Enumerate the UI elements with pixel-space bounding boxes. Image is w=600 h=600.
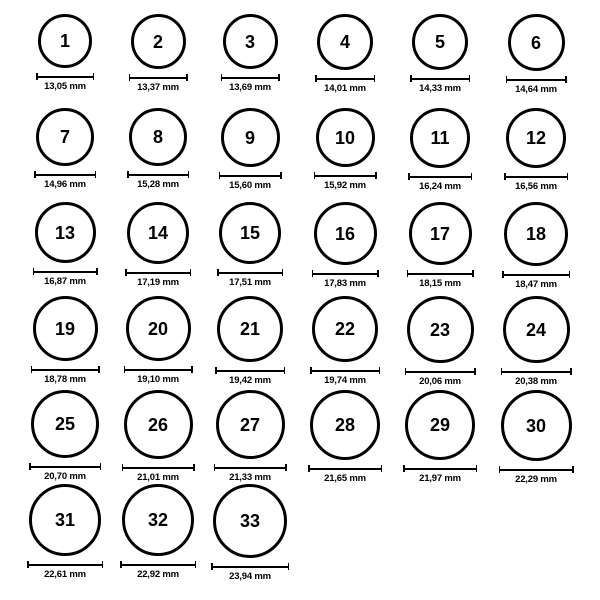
ring-size-cell — [491, 14, 581, 95]
ring-size-cell — [491, 108, 581, 192]
dimension-annotation — [501, 368, 572, 387]
dimension-cap-left — [31, 366, 33, 373]
ring-size-label: 29 — [429, 415, 451, 435]
ring-size-label: 6 — [530, 32, 541, 53]
dimension-bar — [122, 467, 195, 469]
ring-circle — [213, 484, 287, 558]
dimension-line — [403, 465, 477, 472]
dimension-bar — [214, 467, 287, 469]
dimension-annotation — [403, 465, 477, 484]
dimension-annotation — [211, 563, 289, 582]
ring-size-label: 19 — [54, 318, 76, 339]
dimension-bar — [502, 274, 570, 276]
dimension-bar — [310, 370, 380, 372]
ring-circle — [36, 108, 94, 166]
ring-size-cell — [491, 202, 581, 290]
dimension-label: 14,64 mm — [515, 84, 557, 95]
dimension-annotation — [122, 464, 195, 483]
ring-size-label: 4 — [339, 32, 350, 52]
dimension-cap-left — [410, 75, 412, 82]
dimension-bar — [31, 369, 100, 371]
dimension-cap-left — [120, 561, 122, 568]
dimension-bar — [34, 174, 96, 176]
dimension-bar — [33, 271, 98, 273]
dimension-cap-right — [98, 366, 100, 373]
dimension-annotation — [33, 268, 98, 287]
ring-circle — [29, 484, 101, 556]
dimension-annotation — [31, 366, 100, 385]
dimension-line — [217, 269, 283, 276]
ring-size-cell — [20, 484, 110, 580]
dimension-cap-left — [127, 171, 129, 178]
dimension-line — [312, 270, 379, 277]
dimension-cap-right — [100, 463, 102, 470]
dimension-label: 18,15 mm — [419, 278, 461, 289]
dimension-bar — [27, 564, 103, 566]
ring-size-cell — [205, 108, 295, 191]
dimension-cap-left — [217, 269, 219, 276]
dimension-bar — [501, 371, 572, 373]
dimension-cap-left — [502, 271, 504, 278]
dimension-line — [405, 368, 476, 375]
ring-circle — [35, 202, 96, 263]
dimension-annotation — [217, 269, 283, 288]
dimension-annotation — [219, 172, 282, 191]
ring-circle — [31, 390, 99, 458]
dimension-cap-right — [284, 367, 286, 374]
dimension-cap-left — [506, 76, 508, 83]
ring-size-label: 14 — [147, 223, 169, 243]
dimension-cap-right — [280, 172, 282, 179]
dimension-annotation — [124, 366, 193, 385]
dimension-line — [314, 172, 377, 179]
dimension-label: 15,92 mm — [324, 180, 366, 191]
dimension-label: 20,38 mm — [515, 376, 557, 387]
dimension-line — [407, 270, 474, 277]
ring-size-cell — [491, 296, 581, 387]
ring-size-cell — [300, 390, 390, 484]
ring-circle — [504, 202, 568, 266]
ring-circle — [503, 296, 570, 363]
dimension-annotation — [215, 367, 285, 386]
dimension-cap-left — [27, 561, 29, 568]
ring-circle — [506, 108, 566, 168]
dimension-annotation — [34, 171, 96, 190]
ring-size-cell — [491, 390, 581, 485]
dimension-line — [215, 367, 285, 374]
ring-size-label: 25 — [54, 414, 76, 434]
dimension-label: 20,06 mm — [419, 376, 461, 387]
dimension-cap-left — [129, 74, 131, 81]
dimension-cap-left — [499, 466, 501, 473]
dimension-cap-right — [374, 75, 376, 82]
dimension-bar — [120, 564, 196, 566]
dimension-label: 21,01 mm — [137, 472, 179, 483]
dimension-label: 16,56 mm — [515, 181, 557, 192]
ring-size-cell — [113, 108, 203, 190]
ring-circle — [219, 202, 281, 264]
dimension-line — [36, 73, 94, 80]
dimension-label: 15,60 mm — [229, 180, 271, 191]
dimension-cap-right — [93, 73, 95, 80]
dimension-cap-right — [379, 367, 381, 374]
ring-circle — [131, 14, 186, 69]
dimension-cap-right — [285, 464, 287, 471]
dimension-line — [125, 269, 191, 276]
dimension-bar — [129, 77, 188, 79]
dimension-cap-left — [403, 465, 405, 472]
dimension-cap-left — [34, 171, 36, 178]
ring-size-cell — [20, 296, 110, 385]
dimension-cap-right — [186, 74, 188, 81]
dimension-cap-left — [33, 268, 35, 275]
ring-size-label: 2 — [152, 31, 163, 52]
dimension-annotation — [36, 73, 94, 92]
ring-size-cell — [395, 390, 485, 484]
dimension-label: 20,70 mm — [44, 471, 86, 482]
dimension-cap-left — [315, 75, 317, 82]
dimension-annotation — [407, 270, 474, 289]
dimension-label: 13,69 mm — [229, 82, 271, 93]
ring-size-label: 22 — [334, 319, 356, 339]
dimension-cap-right — [570, 368, 572, 375]
dimension-bar — [127, 174, 189, 176]
ring-size-label: 18 — [525, 224, 547, 244]
dimension-annotation — [312, 270, 379, 289]
dimension-cap-right — [472, 270, 474, 277]
dimension-bar — [315, 78, 375, 80]
dimension-cap-right — [288, 563, 290, 570]
dimension-label: 22,29 mm — [515, 474, 557, 485]
ring-size-label: 32 — [147, 510, 169, 530]
dimension-cap-right — [572, 466, 574, 473]
ring-circle — [501, 390, 572, 461]
dimension-label: 22,61 mm — [44, 569, 86, 580]
ring-size-cell — [20, 14, 110, 92]
dimension-bar — [499, 469, 574, 471]
dimension-bar — [124, 369, 193, 371]
dimension-cap-left — [29, 463, 31, 470]
ring-circle — [126, 296, 191, 361]
ring-size-cell — [395, 14, 485, 94]
ring-size-label: 16 — [334, 223, 356, 244]
dimension-cap-right — [474, 368, 476, 375]
dimension-label: 19,74 mm — [324, 375, 366, 386]
dimension-annotation — [408, 173, 472, 192]
dimension-bar — [314, 175, 377, 177]
dimension-label: 13,37 mm — [137, 82, 179, 93]
dimension-cap-left — [122, 464, 124, 471]
ring-size-cell — [205, 14, 295, 93]
ring-size-cell — [205, 484, 295, 582]
ring-circle — [409, 202, 472, 265]
ring-size-label: 10 — [334, 127, 356, 148]
dimension-label: 13,05 mm — [44, 81, 86, 92]
dimension-annotation — [29, 463, 101, 482]
dimension-cap-left — [36, 73, 38, 80]
dimension-bar — [217, 272, 283, 274]
ring-size-label: 15 — [239, 223, 261, 243]
dimension-label: 21,65 mm — [324, 473, 366, 484]
dimension-cap-left — [308, 465, 310, 472]
dimension-line — [33, 268, 98, 275]
dimension-annotation — [221, 74, 280, 93]
dimension-annotation — [310, 367, 380, 386]
dimension-line — [410, 75, 470, 82]
dimension-bar — [215, 370, 285, 372]
dimension-label: 17,19 mm — [137, 277, 179, 288]
dimension-line — [211, 563, 289, 570]
dimension-label: 18,47 mm — [515, 279, 557, 290]
ring-size-label: 23 — [429, 319, 451, 340]
dimension-cap-right — [469, 75, 471, 82]
ring-circle — [317, 14, 373, 70]
dimension-label: 23,94 mm — [229, 571, 271, 582]
ring-circle — [221, 108, 280, 167]
dimension-bar — [408, 176, 472, 178]
ring-size-cell — [300, 108, 390, 191]
dimension-bar — [221, 77, 280, 79]
dimension-cap-left — [501, 368, 503, 375]
dimension-line — [308, 465, 382, 472]
ring-size-label: 27 — [239, 414, 261, 435]
ring-size-cell — [300, 202, 390, 289]
dimension-bar — [506, 79, 567, 81]
ring-size-label: 1 — [59, 31, 70, 51]
ring-circle — [412, 14, 468, 70]
dimension-annotation — [504, 173, 568, 192]
dimension-annotation — [214, 464, 287, 483]
dimension-bar — [308, 468, 382, 470]
ring-circle — [508, 14, 565, 71]
dimension-cap-right — [195, 561, 197, 568]
ring-size-cell — [205, 202, 295, 288]
dimension-line — [120, 561, 196, 568]
dimension-cap-right — [278, 74, 280, 81]
ring-circle — [407, 296, 474, 363]
ring-size-label: 7 — [59, 127, 70, 147]
dimension-cap-right — [569, 271, 571, 278]
dimension-label: 14,33 mm — [419, 83, 461, 94]
ring-size-label: 9 — [244, 127, 255, 148]
dimension-cap-right — [567, 173, 569, 180]
dimension-label: 14,01 mm — [324, 83, 366, 94]
ring-size-label: 24 — [525, 319, 547, 340]
dimension-label: 21,97 mm — [419, 473, 461, 484]
dimension-label: 16,87 mm — [44, 276, 86, 287]
dimension-annotation — [410, 75, 470, 94]
dimension-cap-right — [193, 464, 195, 471]
dimension-cap-right — [375, 172, 377, 179]
ring-circle — [405, 390, 475, 460]
ring-size-cell — [205, 296, 295, 386]
dimension-cap-left — [219, 172, 221, 179]
dimension-label: 17,51 mm — [229, 277, 271, 288]
dimension-line — [310, 367, 380, 374]
ring-size-cell — [395, 296, 485, 387]
ring-size-label: 12 — [525, 128, 547, 148]
dimension-cap-right — [102, 561, 104, 568]
ring-size-label: 33 — [239, 511, 261, 531]
dimension-cap-left — [408, 173, 410, 180]
dimension-bar — [403, 468, 477, 470]
dimension-label: 17,83 mm — [324, 278, 366, 289]
ring-size-cell — [113, 390, 203, 483]
ring-circle — [216, 390, 285, 459]
ring-size-cell — [395, 202, 485, 289]
dimension-annotation — [120, 561, 196, 580]
dimension-label: 19,10 mm — [137, 374, 179, 385]
dimension-annotation — [129, 74, 188, 93]
dimension-line — [408, 173, 472, 180]
ring-size-label: 5 — [434, 32, 445, 52]
dimension-line — [129, 74, 188, 81]
ring-circle — [223, 14, 278, 69]
ring-circle — [314, 202, 377, 265]
dimension-annotation — [405, 368, 476, 387]
ring-size-cell — [113, 296, 203, 385]
dimension-cap-left — [312, 270, 314, 277]
dimension-cap-left — [405, 368, 407, 375]
dimension-annotation — [27, 561, 103, 580]
ring-size-label: 30 — [525, 415, 547, 436]
dimension-cap-left — [407, 270, 409, 277]
dimension-cap-left — [211, 563, 213, 570]
dimension-line — [499, 466, 574, 473]
dimension-line — [127, 171, 189, 178]
dimension-cap-left — [504, 173, 506, 180]
dimension-line — [124, 366, 193, 373]
ring-circle — [312, 296, 378, 362]
dimension-annotation — [314, 172, 377, 191]
dimension-annotation — [127, 171, 189, 190]
dimension-cap-right — [565, 76, 567, 83]
dimension-cap-left — [214, 464, 216, 471]
ring-circle — [316, 108, 375, 167]
ring-size-cell — [300, 296, 390, 386]
dimension-line — [502, 271, 570, 278]
ring-circle — [129, 108, 187, 166]
ring-size-label: 31 — [54, 510, 76, 530]
ring-size-cell — [205, 390, 295, 483]
dimension-annotation — [506, 76, 567, 95]
dimension-bar — [211, 566, 289, 568]
ring-circle — [410, 108, 470, 168]
dimension-label: 18,78 mm — [44, 374, 86, 385]
dimension-cap-right — [381, 465, 383, 472]
dimension-line — [29, 463, 101, 470]
ring-size-cell — [113, 202, 203, 288]
ring-size-cell — [20, 108, 110, 190]
dimension-cap-right — [476, 465, 478, 472]
ring-size-label: 21 — [239, 319, 261, 339]
dimension-line — [27, 561, 103, 568]
dimension-annotation — [502, 271, 570, 290]
dimension-line — [122, 464, 195, 471]
dimension-line — [214, 464, 287, 471]
dimension-cap-right — [282, 269, 284, 276]
ring-size-cell — [113, 484, 203, 580]
dimension-line — [315, 75, 375, 82]
dimension-cap-right — [191, 366, 193, 373]
ring-size-label: 3 — [244, 31, 255, 52]
dimension-cap-left — [310, 367, 312, 374]
ring-circle — [217, 296, 283, 362]
dimension-cap-right — [96, 268, 98, 275]
dimension-annotation — [308, 465, 382, 484]
dimension-cap-right — [377, 270, 379, 277]
ring-circle — [127, 202, 189, 264]
dimension-line — [31, 366, 100, 373]
dimension-annotation — [315, 75, 375, 94]
dimension-cap-left — [215, 367, 217, 374]
ring-circle — [310, 390, 380, 460]
dimension-cap-right — [190, 269, 192, 276]
ring-size-label: 13 — [54, 222, 76, 243]
dimension-line — [501, 368, 572, 375]
dimension-cap-left — [314, 172, 316, 179]
dimension-bar — [36, 76, 94, 78]
dimension-bar — [405, 371, 476, 373]
ring-circle — [38, 14, 92, 68]
dimension-line — [219, 172, 282, 179]
ring-circle — [124, 390, 193, 459]
dimension-cap-left — [221, 74, 223, 81]
dimension-label: 15,28 mm — [137, 179, 179, 190]
dimension-line — [221, 74, 280, 81]
dimension-line — [506, 76, 567, 83]
dimension-label: 16,24 mm — [419, 181, 461, 192]
dimension-cap-right — [95, 171, 97, 178]
dimension-bar — [125, 272, 191, 274]
dimension-cap-left — [125, 269, 127, 276]
ring-size-label: 17 — [429, 223, 451, 244]
ring-size-cell — [300, 14, 390, 94]
dimension-bar — [407, 273, 474, 275]
ring-size-cell — [113, 14, 203, 93]
ring-size-label: 26 — [147, 414, 169, 435]
ring-circle — [33, 296, 98, 361]
dimension-bar — [29, 466, 101, 468]
dimension-bar — [504, 176, 568, 178]
dimension-label: 19,42 mm — [229, 375, 271, 386]
dimension-cap-right — [471, 173, 473, 180]
ring-size-label: 8 — [152, 127, 163, 147]
dimension-label: 21,33 mm — [229, 472, 271, 483]
ring-size-label: 20 — [147, 318, 169, 339]
ring-size-label: 11 — [430, 128, 450, 148]
dimension-annotation — [125, 269, 191, 288]
ring-circle — [122, 484, 194, 556]
dimension-label: 22,92 mm — [137, 569, 179, 580]
ring-size-cell — [395, 108, 485, 192]
dimension-cap-left — [124, 366, 126, 373]
ring-size-cell — [20, 202, 110, 287]
dimension-line — [34, 171, 96, 178]
dimension-line — [504, 173, 568, 180]
dimension-bar — [219, 175, 282, 177]
dimension-bar — [312, 273, 379, 275]
dimension-label: 14,96 mm — [44, 179, 86, 190]
dimension-annotation — [499, 466, 574, 485]
dimension-cap-right — [188, 171, 190, 178]
ring-size-label: 28 — [334, 415, 356, 435]
dimension-bar — [410, 78, 470, 80]
ring-size-cell — [20, 390, 110, 482]
